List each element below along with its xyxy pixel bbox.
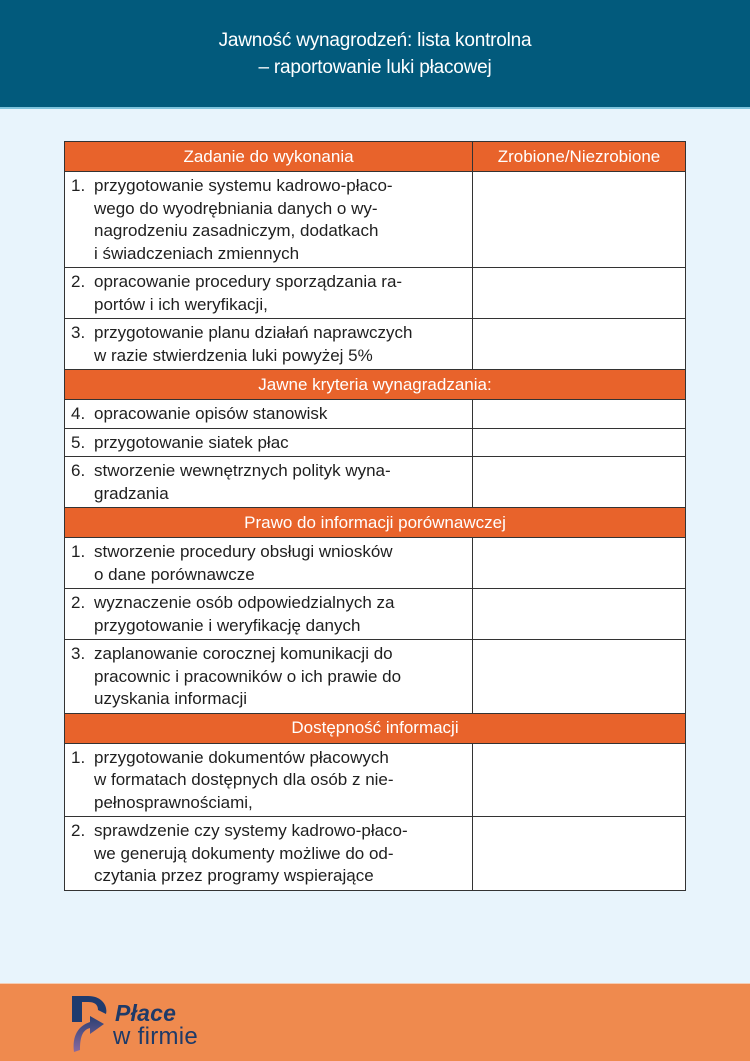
table-header-row bbox=[65, 142, 686, 172]
table-row bbox=[65, 743, 686, 817]
task-cell bbox=[65, 319, 473, 370]
page-title-line-2: – raportowanie luki płacowej bbox=[258, 56, 492, 78]
task-first-line bbox=[71, 643, 466, 666]
brand-logo bbox=[68, 992, 238, 1054]
checklist-body bbox=[65, 172, 686, 891]
task-cell bbox=[65, 268, 473, 319]
status-cell[interactable] bbox=[473, 428, 686, 457]
table-row bbox=[65, 428, 686, 457]
status-cell[interactable] bbox=[473, 817, 686, 891]
task-text-continuation: wego do wyodrębniania danych o wy- bbox=[94, 198, 378, 218]
status-cell[interactable] bbox=[473, 400, 686, 429]
table-row bbox=[65, 400, 686, 429]
task-first-line bbox=[71, 271, 466, 294]
status-cell[interactable] bbox=[473, 172, 686, 268]
task-number: 5. bbox=[71, 432, 86, 452]
section-header-row bbox=[65, 370, 686, 400]
task-text-continuation: pełnosprawnościami, bbox=[94, 792, 253, 812]
status-cell[interactable] bbox=[473, 743, 686, 817]
task-first-line bbox=[71, 175, 466, 198]
section-title: Dostępność informacji bbox=[65, 713, 686, 743]
task-cell bbox=[65, 428, 473, 457]
task-cell bbox=[65, 817, 473, 891]
task-text: opracowanie procedury sporządzania ra- bbox=[94, 272, 403, 291]
task-text: przygotowanie planu działań naprawczych bbox=[94, 323, 413, 342]
status-cell[interactable] bbox=[473, 319, 686, 370]
task-text: przygotowanie systemu kadrowo-płaco- bbox=[94, 176, 393, 195]
task-first-line bbox=[71, 403, 466, 426]
task-text-continuation: we generują dokumenty możliwe do od- bbox=[94, 843, 394, 863]
column-header-status: Zrobione/Niezrobione bbox=[473, 142, 686, 172]
task-text-continuation: czytania przez programy wspierające bbox=[94, 866, 374, 885]
task-cell bbox=[65, 640, 473, 714]
task-text: przygotowanie siatek płac bbox=[94, 432, 289, 452]
task-text-continuation: i świadczeniach zmiennych bbox=[94, 243, 300, 263]
task-text: wyznaczenie osób odpowiedzialnych za bbox=[94, 593, 395, 612]
logo-text-line-1: Płace bbox=[115, 1000, 177, 1026]
table-row bbox=[65, 172, 686, 268]
task-number: 2. bbox=[71, 593, 86, 612]
task-number: 2. bbox=[71, 272, 86, 291]
task-first-line bbox=[71, 432, 466, 455]
page-header bbox=[0, 0, 750, 109]
task-number: 1. bbox=[71, 542, 86, 561]
p-arrow-logo-icon bbox=[68, 992, 112, 1054]
task-text-continuation: nagrodzeniu zasadniczym, dodatkach bbox=[94, 221, 379, 240]
task-text-continuation: w razie stwierdzenia luki powyżej 5% bbox=[94, 345, 373, 365]
task-text-continuation: o dane porównawcze bbox=[94, 564, 255, 584]
section-header-row bbox=[65, 713, 686, 743]
task-text: stworzenie procedury obsługi wniosków bbox=[94, 542, 393, 561]
checklist-table bbox=[64, 141, 686, 891]
task-text-continuation: gradzania bbox=[94, 483, 169, 503]
task-first-line bbox=[71, 820, 466, 843]
task-cell bbox=[65, 538, 473, 589]
task-text-continuation: przygotowanie i weryfikację danych bbox=[94, 615, 361, 635]
task-cell bbox=[65, 172, 473, 268]
task-cell bbox=[65, 743, 473, 817]
task-text: opracowanie opisów stanowisk bbox=[94, 404, 328, 423]
task-number: 2. bbox=[71, 821, 86, 840]
task-text: sprawdzenie czy systemy kadrowo-płaco- bbox=[94, 821, 408, 840]
status-cell[interactable] bbox=[473, 538, 686, 589]
section-title: Jawne kryteria wynagradzania: bbox=[65, 370, 686, 400]
section-header-row bbox=[65, 508, 686, 538]
task-cell bbox=[65, 457, 473, 508]
status-cell[interactable] bbox=[473, 640, 686, 714]
status-cell[interactable] bbox=[473, 268, 686, 319]
task-text: stworzenie wewnętrznych polityk wyna- bbox=[94, 461, 391, 480]
task-text-continuation: portów i ich weryfikacji, bbox=[94, 294, 268, 314]
column-header-task: Zadanie do wykonania bbox=[65, 142, 473, 172]
task-text-continuation: uzyskania informacji bbox=[94, 689, 248, 708]
task-text: przygotowanie dokumentów płacowych bbox=[94, 747, 389, 767]
task-first-line bbox=[71, 460, 466, 483]
task-number: 6. bbox=[71, 461, 86, 480]
table-row bbox=[65, 640, 686, 714]
task-cell bbox=[65, 400, 473, 429]
status-cell[interactable] bbox=[473, 589, 686, 640]
task-first-line bbox=[71, 592, 466, 615]
task-text: zaplanowanie corocznej komunikacji do bbox=[94, 644, 393, 663]
logo-text-line-2: w firmie bbox=[113, 1023, 199, 1050]
task-text-continuation: w formatach dostępnych dla osób z nie- bbox=[94, 770, 394, 789]
task-cell bbox=[65, 589, 473, 640]
table-row bbox=[65, 589, 686, 640]
page-footer bbox=[0, 983, 750, 1061]
task-number: 3. bbox=[71, 644, 86, 663]
table-row bbox=[65, 268, 686, 319]
task-number: 1. bbox=[71, 176, 86, 195]
task-first-line bbox=[71, 541, 466, 564]
section-title: Prawo do informacji porównawczej bbox=[65, 508, 686, 538]
table-row bbox=[65, 319, 686, 370]
table-row bbox=[65, 538, 686, 589]
task-number: 1. bbox=[71, 747, 86, 767]
task-number: 3. bbox=[71, 323, 86, 342]
task-text-continuation: pracownic i pracowników o ich prawie do bbox=[94, 666, 402, 686]
task-first-line bbox=[71, 322, 466, 345]
page-title-line-1: Jawność wynagrodzeń: lista kontrolna bbox=[218, 29, 532, 51]
task-first-line bbox=[71, 747, 466, 770]
table-row bbox=[65, 457, 686, 508]
table-row bbox=[65, 817, 686, 891]
task-number: 4. bbox=[71, 404, 86, 423]
status-cell[interactable] bbox=[473, 457, 686, 508]
